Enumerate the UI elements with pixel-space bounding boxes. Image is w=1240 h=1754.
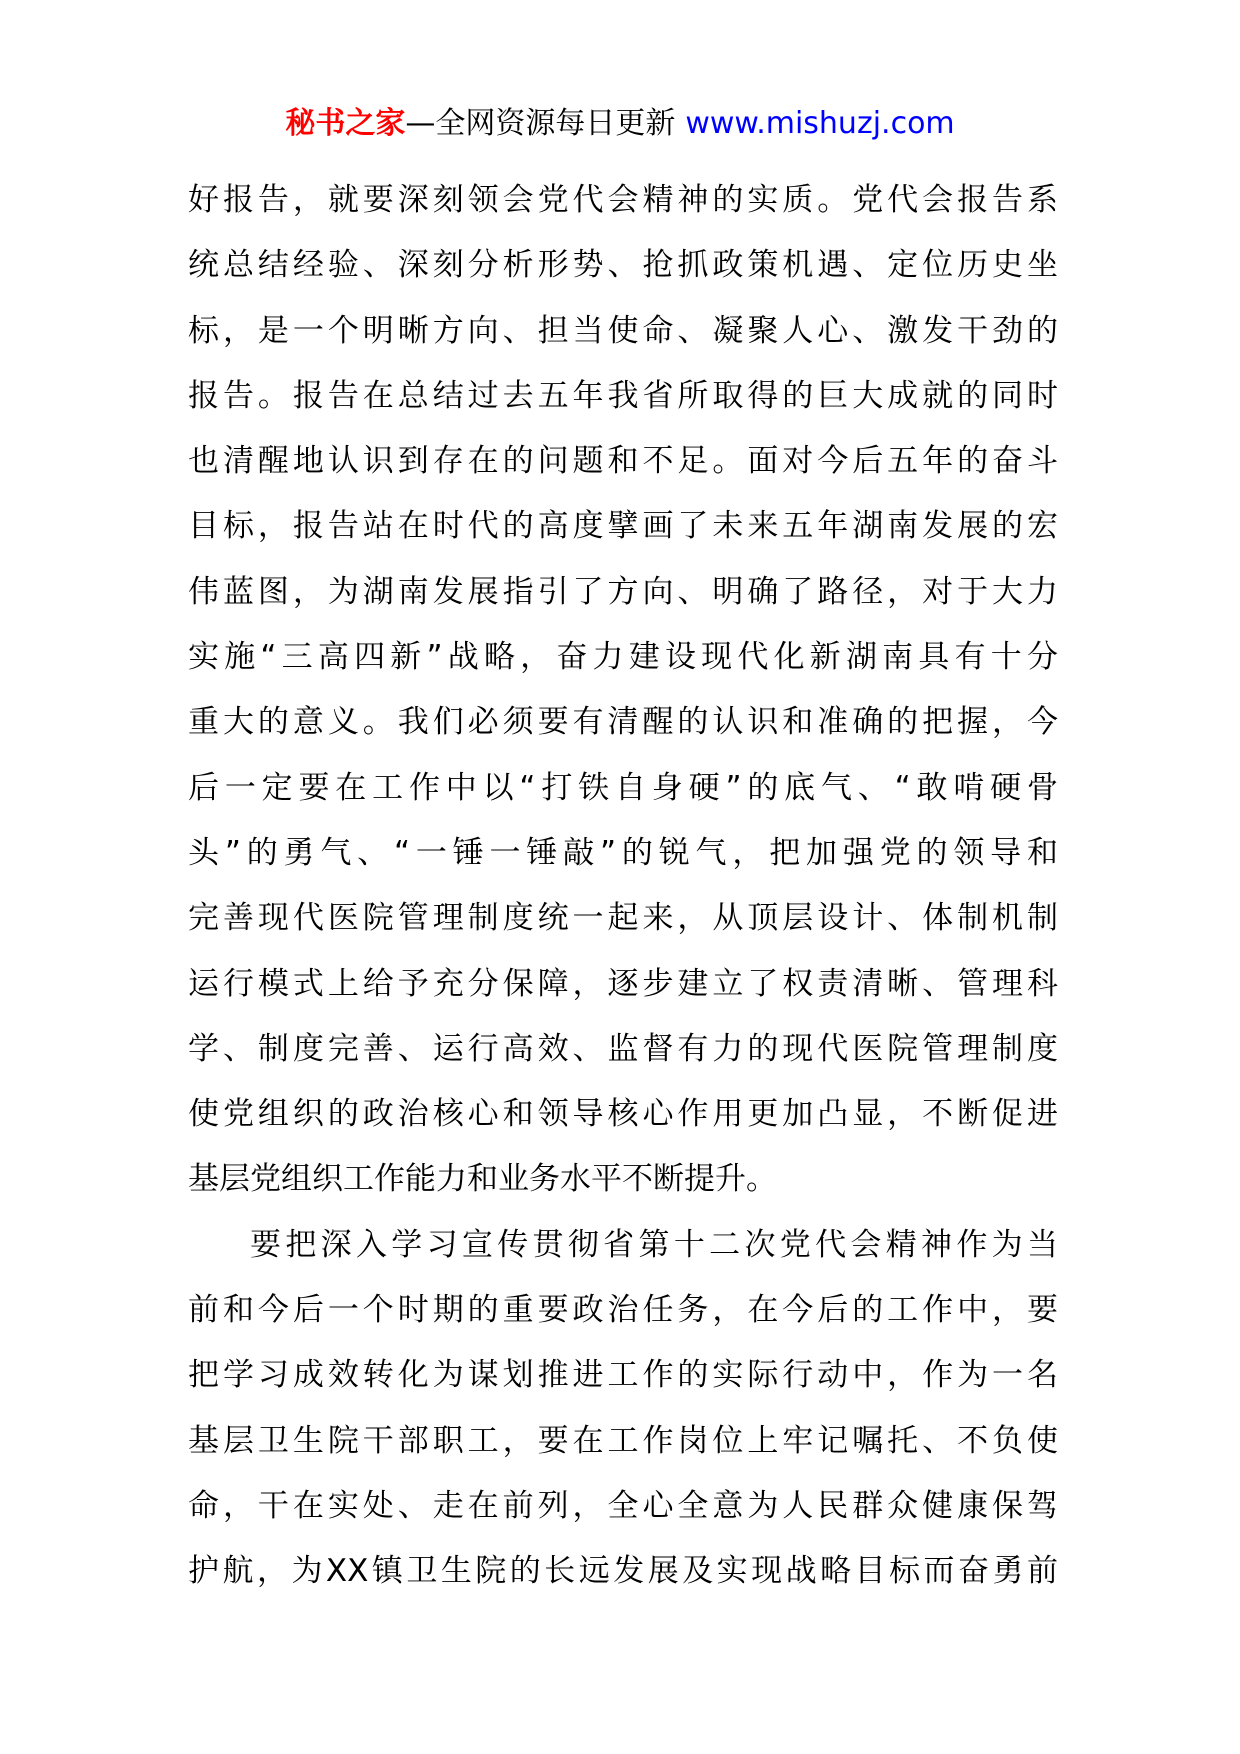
- text-line: 护航，为XX镇卫生院的长远发展及实现战略目标而奋勇前: [188, 1553, 1058, 1590]
- text-line: 头”的勇气、“一锤一锤敲”的锐气，把加强党的领导和: [188, 834, 1058, 871]
- header-slogan: —全网资源每日更新: [405, 106, 676, 141]
- site-header: [0, 100, 1240, 148]
- text-line: 后一定要在工作中以“打铁自身硬”的底气、“敢啃硬骨: [188, 769, 1058, 806]
- brand-name: 秘书之家: [285, 106, 406, 141]
- paragraph-2: [188, 1213, 1058, 1605]
- text-line: 实施“三高四新”战略，奋力建设现代化新湖南具有十分: [188, 639, 1058, 676]
- text-line: 完善现代医院管理制度统一起来，从顶层设计、体制机制: [188, 900, 1058, 937]
- text-line: 重大的意义。我们必须要有清醒的认识和准确的把握，今: [188, 704, 1058, 741]
- text-line: 要把深入学习宣传贯彻省第十二次党代会精神作为当: [250, 1226, 1058, 1263]
- text-line: 报告。报告在总结过去五年我省所取得的巨大成就的同时: [188, 377, 1058, 414]
- text-line: 把学习成效转化为谋划推进工作的实际行动中，作为一名: [188, 1357, 1058, 1394]
- text-line: 也清醒地认识到存在的问题和不足。面对今后五年的奋斗: [188, 443, 1058, 480]
- text-line: 好报告，就要深刻领会党代会精神的实质。党代会报告系: [188, 182, 1058, 218]
- text-line: 使党组织的政治核心和领导核心作用更加凸显，不断促进: [188, 1096, 1058, 1133]
- text-line: 命，干在实处、走在前列，全心全意为人民群众健康保驾: [188, 1487, 1058, 1524]
- text-line: 统总结经验、深刻分析形势、抢抓政策机遇、定位历史坐: [188, 247, 1058, 284]
- text-line: 伟蓝图，为湖南发展指引了方向、明确了路径，对于大力: [188, 573, 1058, 610]
- paragraph-1: [188, 168, 1058, 1213]
- text-line: 目标，报告站在时代的高度擘画了未来五年湖南发展的宏: [188, 508, 1058, 545]
- text-line: 学、制度完善、运行高效、监督有力的现代医院管理制度: [188, 1030, 1058, 1067]
- text-line: 基层党组织工作能力和业务水平不断提升。: [188, 1161, 777, 1198]
- text-line: 基层卫生院干部职工，要在工作岗位上牢记嘱托、不负使: [188, 1422, 1058, 1459]
- document-body: [188, 168, 1058, 1605]
- site-url-link[interactable]: www.mishuzj.com: [685, 106, 955, 141]
- text-line: 运行模式上给予充分保障，逐步建立了权责清晰、管理科: [188, 965, 1058, 1002]
- text-line: 标，是一个明晰方向、担当使命、凝聚人心、激发干劲的: [188, 312, 1058, 349]
- text-line: 前和今后一个时期的重要政治任务，在今后的工作中，要: [188, 1292, 1058, 1329]
